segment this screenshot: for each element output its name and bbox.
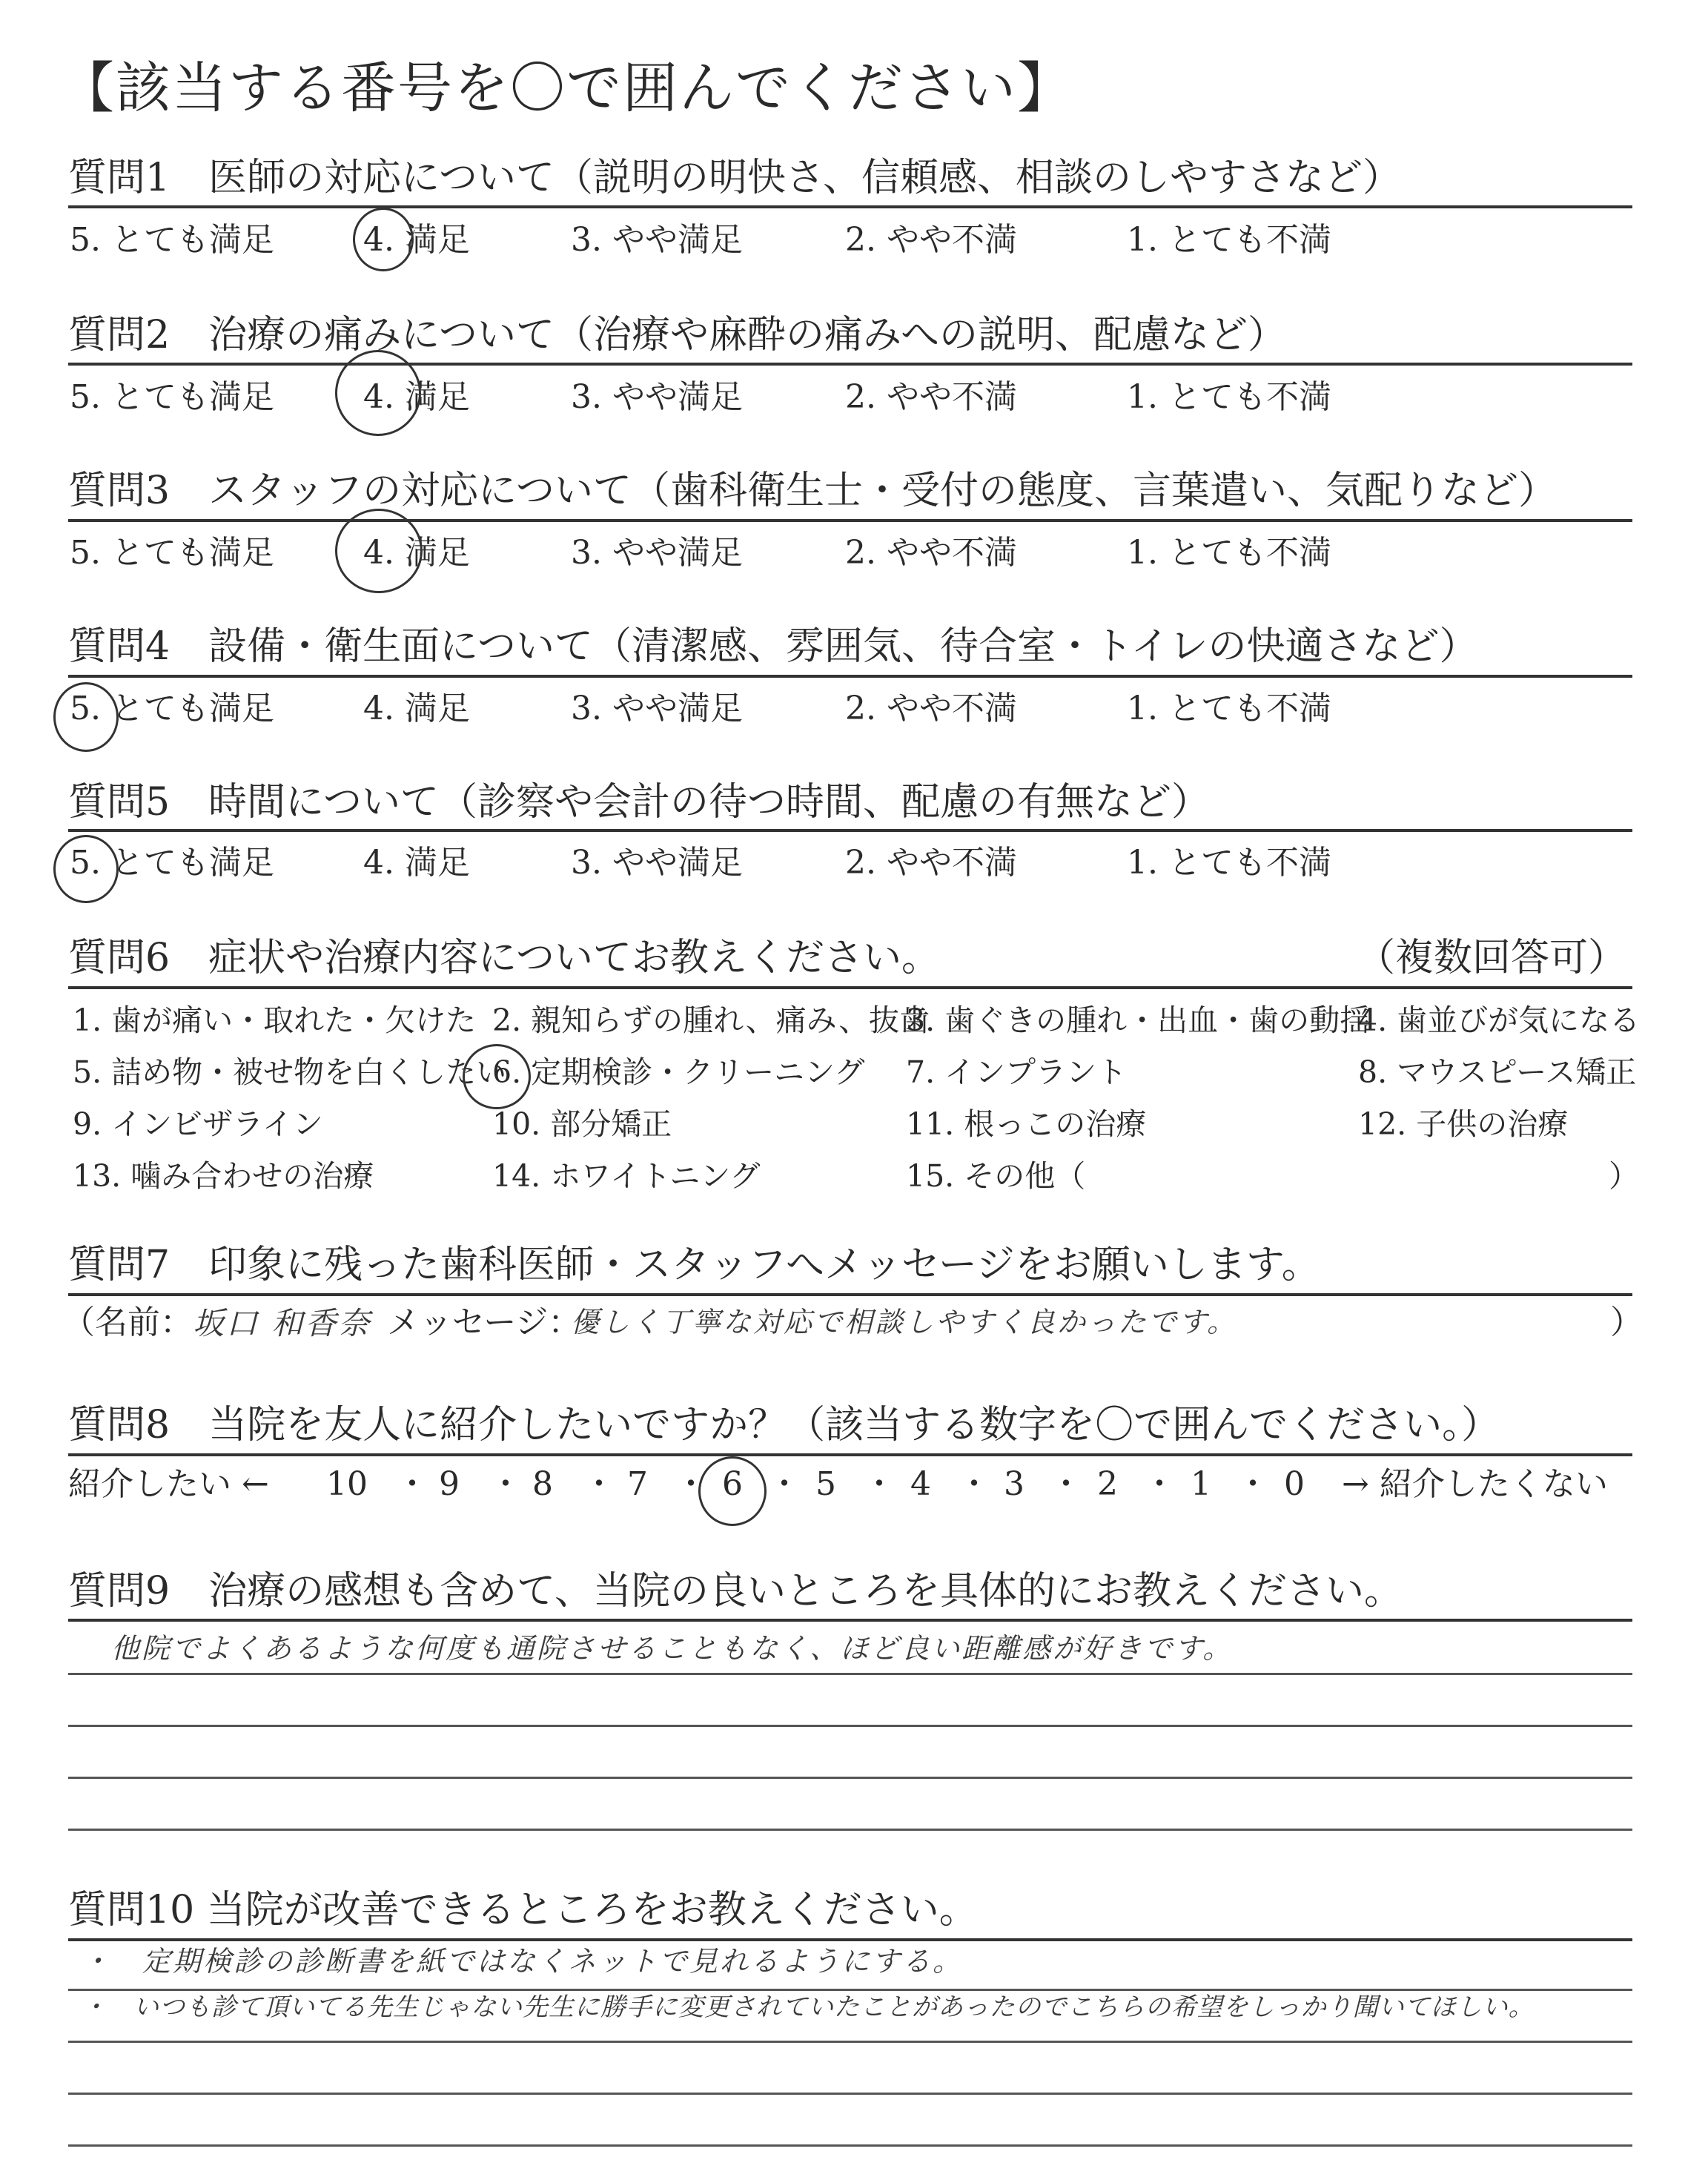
q8-scale-4[interactable]: 4	[910, 1465, 931, 1503]
q10-answer-1[interactable]: ・ 定期検診の診断書を紙ではなくネットで見れるようにする。	[82, 1945, 964, 1978]
q6-item-11[interactable]: 11. 根っこの治療	[906, 1106, 1147, 1142]
q1-option-1[interactable]: 1. とても不満	[1127, 221, 1331, 259]
q2-rule	[68, 363, 1632, 366]
q10-answer-line-3	[68, 2093, 1632, 2095]
q7-message-value[interactable]: 優しく丁寧な対応で相談しやすく良かったです。	[571, 1306, 1237, 1338]
q5-title: 質問5 時間について（診察や会計の待つ時間、配慮の有無など）	[68, 780, 1211, 825]
q3-option-4[interactable]: 4. 満足	[363, 534, 470, 572]
q4-selection-circle	[53, 682, 119, 752]
q4-option-5[interactable]: 5. とても満足	[70, 690, 274, 727]
q8-left-label: 紹介したい ←	[68, 1465, 269, 1503]
q1-title: 質問1 医師の対応について（説明の明快さ、信頼感、相談のしやすさなど）	[68, 156, 1401, 200]
q4-option-4[interactable]: 4. 満足	[363, 690, 470, 727]
q3-option-5[interactable]: 5. とても満足	[70, 534, 274, 572]
q8-right-label: → 紹介したくない	[1342, 1465, 1608, 1503]
q7-close-paren: ）	[1610, 1304, 1643, 1341]
q8-selection-circle	[698, 1456, 767, 1526]
q3-selection-circle	[335, 509, 423, 593]
q8-scale-7[interactable]: 7	[627, 1465, 648, 1503]
q8-scale-0[interactable]: 0	[1284, 1465, 1305, 1503]
q8-sep-6: ・	[863, 1465, 896, 1503]
q3-option-1[interactable]: 1. とても不満	[1127, 534, 1331, 572]
q10-rule	[68, 1938, 1632, 1941]
q6-item-7[interactable]: 7. インプラント	[906, 1054, 1128, 1090]
q3-option-3[interactable]: 3. やや満足	[571, 534, 743, 572]
q9-answer-line-4	[68, 1829, 1632, 1831]
q8-title: 質問8 当院を友人に紹介したいですか？（該当する数字を〇で囲んでください。）	[68, 1403, 1500, 1447]
q6-item-15[interactable]: 15. その他（	[906, 1158, 1086, 1194]
q10-answer-line-2	[68, 2041, 1632, 2043]
q6-rule	[68, 986, 1632, 989]
q8-sep-8: ・	[1050, 1465, 1082, 1503]
q8-scale-1[interactable]: 1	[1191, 1465, 1211, 1503]
q5-selection-circle	[53, 835, 119, 903]
q8-scale-10[interactable]: 10	[326, 1465, 368, 1503]
q10-answer-line-4	[68, 2144, 1632, 2147]
q8-sep-7: ・	[958, 1465, 990, 1503]
q6-selection-circle	[463, 1044, 531, 1109]
q6-item-8[interactable]: 8. マウスピース矯正	[1358, 1054, 1637, 1090]
q4-option-1[interactable]: 1. とても不満	[1127, 690, 1331, 727]
q9-answer-line-3	[68, 1777, 1632, 1779]
q6-item-2[interactable]: 2. 親知らずの腫れ、痛み、抜歯	[492, 1003, 930, 1038]
q8-sep-9: ・	[1143, 1465, 1176, 1503]
q7-name-label: （名前：	[62, 1304, 193, 1341]
q8-sep-5: ・	[768, 1465, 801, 1503]
q6-item-6[interactable]: 6. 定期検診・クリーニング	[492, 1054, 865, 1090]
q6-item-14[interactable]: 14. ホワイトニング	[492, 1158, 761, 1194]
q2-option-2[interactable]: 2. やや不満	[845, 378, 1017, 416]
q7-title: 質問7 印象に残った歯科医師・スタッフへメッセージをお願いします。	[68, 1243, 1320, 1287]
q8-scale-9[interactable]: 9	[439, 1465, 460, 1503]
q8-sep-2: ・	[489, 1465, 522, 1503]
q7-name-value[interactable]: 坂口 和香奈	[193, 1305, 372, 1341]
q1-option-2[interactable]: 2. やや不満	[845, 221, 1017, 259]
q1-option-3[interactable]: 3. やや満足	[571, 221, 743, 259]
q5-option-5[interactable]: 5. とても満足	[70, 844, 274, 882]
q3-option-2[interactable]: 2. やや不満	[845, 534, 1017, 572]
q7-message-label: メッセージ：	[387, 1304, 581, 1341]
q10-title: 質問10 当院が改善できるところをお教えください。	[68, 1888, 978, 1932]
q2-option-4[interactable]: 4. 満足	[363, 378, 470, 416]
q5-option-3[interactable]: 3. やや満足	[571, 844, 743, 882]
q9-answer-line-2	[68, 1725, 1632, 1727]
q5-option-1[interactable]: 1. とても不満	[1127, 844, 1331, 882]
q6-title: 質問6 症状や治療内容についてお教えください。	[68, 936, 941, 980]
q3-title: 質問3 スタッフの対応について（歯科衛生士・受付の態度、言葉遣い、気配りなど）	[68, 469, 1558, 513]
q7-rule	[68, 1293, 1632, 1296]
q6-note: （複数回答可）	[1357, 936, 1627, 980]
q2-selection-circle	[335, 350, 421, 436]
q2-title: 質問2 治療の痛みについて（治療や麻酔の痛みへの説明、配慮など）	[68, 313, 1287, 357]
q3-rule	[68, 519, 1632, 522]
q8-scale-2[interactable]: 2	[1097, 1465, 1118, 1503]
q8-scale-6[interactable]: 6	[722, 1465, 743, 1503]
q5-option-2[interactable]: 2. やや不満	[845, 844, 1017, 882]
q4-title: 質問4 設備・衛生面について（清潔感、雰囲気、待合室・トイレの快適さなど）	[68, 624, 1478, 669]
q4-rule	[68, 675, 1632, 678]
q6-item-10[interactable]: 10. 部分矯正	[492, 1106, 672, 1142]
q6-item-9[interactable]: 9. インビザライン	[73, 1106, 323, 1142]
q9-answer-line-1	[68, 1673, 1632, 1675]
form-header: 【該当する番号を〇で囲んでください】	[59, 56, 1073, 120]
q8-scale-3[interactable]: 3	[1004, 1465, 1025, 1503]
q6-item-3[interactable]: 3. 歯ぐきの腫れ・出血・歯の動揺	[906, 1003, 1371, 1038]
q5-rule	[68, 829, 1632, 832]
q8-scale-5[interactable]: 5	[815, 1465, 836, 1503]
q4-option-2[interactable]: 2. やや不満	[845, 690, 1017, 727]
q1-option-4[interactable]: 4. 満足	[363, 221, 470, 259]
q6-item-13[interactable]: 13. 噛み合わせの治療	[73, 1158, 374, 1194]
q8-rule	[68, 1453, 1632, 1456]
q6-item-4[interactable]: 4. 歯並びが気になる	[1358, 1003, 1641, 1038]
q8-sep-3: ・	[583, 1465, 615, 1503]
q8-sep-1: ・	[396, 1465, 428, 1503]
q2-option-1[interactable]: 1. とても不満	[1127, 378, 1331, 416]
q9-rule	[68, 1619, 1632, 1622]
q1-rule	[68, 205, 1632, 208]
q4-option-3[interactable]: 3. やや満足	[571, 690, 743, 727]
q6-item-12[interactable]: 12. 子供の治療	[1358, 1106, 1569, 1142]
q8-scale-8[interactable]: 8	[532, 1465, 553, 1503]
q6-item-5[interactable]: 5. 詰め物・被せ物を白くしたい	[73, 1054, 507, 1090]
q8-sep-4: ・	[675, 1465, 707, 1503]
q10-answer-line-1	[68, 1989, 1632, 1991]
q6-item-1[interactable]: 1. 歯が痛い・取れた・欠けた	[73, 1003, 477, 1038]
q9-answer[interactable]: 他院でよくあるような何度も通院させることもなく、ほど良い距離感が好きです。	[111, 1632, 1234, 1665]
q2-option-5[interactable]: 5. とても満足	[70, 378, 274, 416]
q8-sep-10: ・	[1237, 1465, 1269, 1503]
q1-selection-circle	[353, 208, 414, 271]
q9-title: 質問9 治療の感想も含めて、当院の良いところを具体的にお教えください。	[68, 1569, 1403, 1614]
q10-answer-2[interactable]: ・ いつも診て頂いてる先生じゃない先生に勝手に変更されていたことがあったのでこちらの希望をしっかり聞いてほしい。	[82, 1992, 1535, 2022]
q5-option-4[interactable]: 4. 満足	[363, 844, 470, 882]
q6-other-close-paren: ）	[1609, 1158, 1639, 1194]
q1-option-5[interactable]: 5. とても満足	[70, 221, 274, 259]
q2-option-3[interactable]: 3. やや満足	[571, 378, 743, 416]
